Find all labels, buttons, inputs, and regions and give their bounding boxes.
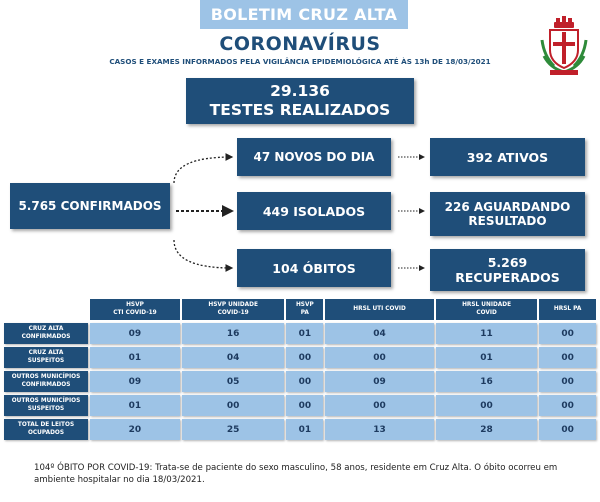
table-cell: 00: [539, 323, 596, 344]
table-cell: 00: [539, 419, 596, 440]
column-header: HSVP UNIDADE COVID-19: [182, 299, 285, 320]
hospital-beds-table: [2, 296, 598, 443]
table-cell: 00: [286, 347, 323, 368]
column-header: HRSL UTI COVID: [325, 299, 434, 320]
recovered-box: [430, 249, 585, 291]
table-cell: 00: [539, 347, 596, 368]
table-cell: 00: [325, 395, 434, 416]
row-header: OUTROS MUNICÍPIOS SUSPEITOS: [4, 395, 88, 416]
table-cell: 01: [90, 395, 180, 416]
tests-label: TESTES REALIZADOS: [209, 101, 391, 119]
isolated-box: [237, 192, 391, 230]
awaiting-line2: RESULTADO: [468, 214, 547, 228]
row-header: CRUZ ALTA CONFIRMADOS: [4, 323, 88, 344]
table-cell: 00: [182, 395, 285, 416]
column-header: HRSL UNIDADE COVID: [436, 299, 537, 320]
table-cell: 09: [90, 371, 180, 392]
table-cell: 28: [436, 419, 537, 440]
table-cell: 01: [286, 419, 323, 440]
table-cell: 04: [325, 323, 434, 344]
table-cell: 20: [90, 419, 180, 440]
table-cell: 00: [286, 371, 323, 392]
column-header: HSVP CTI COVID-19: [90, 299, 180, 320]
table-row: [4, 419, 596, 440]
header-banner: BOLETIM CRUZ ALTA: [200, 0, 408, 29]
table-cell: 01: [436, 347, 537, 368]
table-header-row: [4, 299, 596, 320]
table-cell: 00: [539, 371, 596, 392]
table-row: [4, 395, 596, 416]
row-header: CRUZ ALTA SUSPEITOS: [4, 347, 88, 368]
isolated-label: 449 ISOLADOS: [262, 203, 366, 219]
column-header: HSVP PA: [286, 299, 323, 320]
table-cell: 13: [325, 419, 434, 440]
row-header: TOTAL DE LEITOS OCUPADOS: [4, 419, 88, 440]
death-note: 104º ÓBITO POR COVID-19: Trata-se de paciente do sexo masculino, 58 anos, residente em Cruz Alta. O óbito ocorreu em ambiente hospitalar no dia 18/03/2021.: [34, 463, 558, 485]
row-header: OUTROS MUNICÍPIOS CONFIRMADOS: [4, 371, 88, 392]
arrow-to-new-cases: [174, 157, 232, 183]
table-corner-cell: [4, 299, 88, 320]
table-cell: 00: [286, 395, 323, 416]
table-row: [4, 347, 596, 368]
table-cell: 05: [182, 371, 285, 392]
page-title: CORONAVÍRUS: [219, 33, 381, 55]
table-cell: 01: [286, 323, 323, 344]
table-cell: 00: [436, 395, 537, 416]
new-cases-label: 47 NOVOS DO DIA: [253, 149, 375, 164]
table-cell: 16: [182, 323, 285, 344]
active-label: 392 ATIVOS: [466, 149, 549, 165]
table-cell: 09: [90, 323, 180, 344]
active-box: [430, 138, 585, 176]
arrow-to-deaths: [174, 240, 232, 268]
deaths-box: [237, 249, 391, 287]
table-row: [4, 323, 596, 344]
table-cell: 01: [90, 347, 180, 368]
table-cell: 04: [182, 347, 285, 368]
awaiting-result-box: [430, 192, 585, 236]
column-header: HRSL PA: [539, 299, 596, 320]
recovered-value: 5.269: [487, 255, 528, 270]
new-cases-box: [237, 138, 391, 176]
table-cell: 16: [436, 371, 537, 392]
awaiting-line1: 226 AGUARDANDO: [444, 199, 571, 214]
tests-value: 29.136: [270, 82, 330, 101]
page-subtitle: CASOS E EXAMES INFORMADOS PELA VIGILÂNCIA EPIDEMIOLÓGICA ATÉ ÀS 13h DE 18/03/2021: [109, 57, 491, 66]
table-cell: 00: [325, 347, 434, 368]
table-cell: 09: [325, 371, 434, 392]
confirmed-box: [10, 183, 170, 229]
table-cell: 00: [539, 395, 596, 416]
deaths-label: 104 ÓBITOS: [272, 260, 356, 276]
confirmed-label: 5.765 CONFIRMADOS: [18, 198, 162, 213]
table-cell: 11: [436, 323, 537, 344]
table-row: [4, 371, 596, 392]
recovered-label: RECUPERADOS: [455, 270, 560, 285]
table-cell: 25: [182, 419, 285, 440]
